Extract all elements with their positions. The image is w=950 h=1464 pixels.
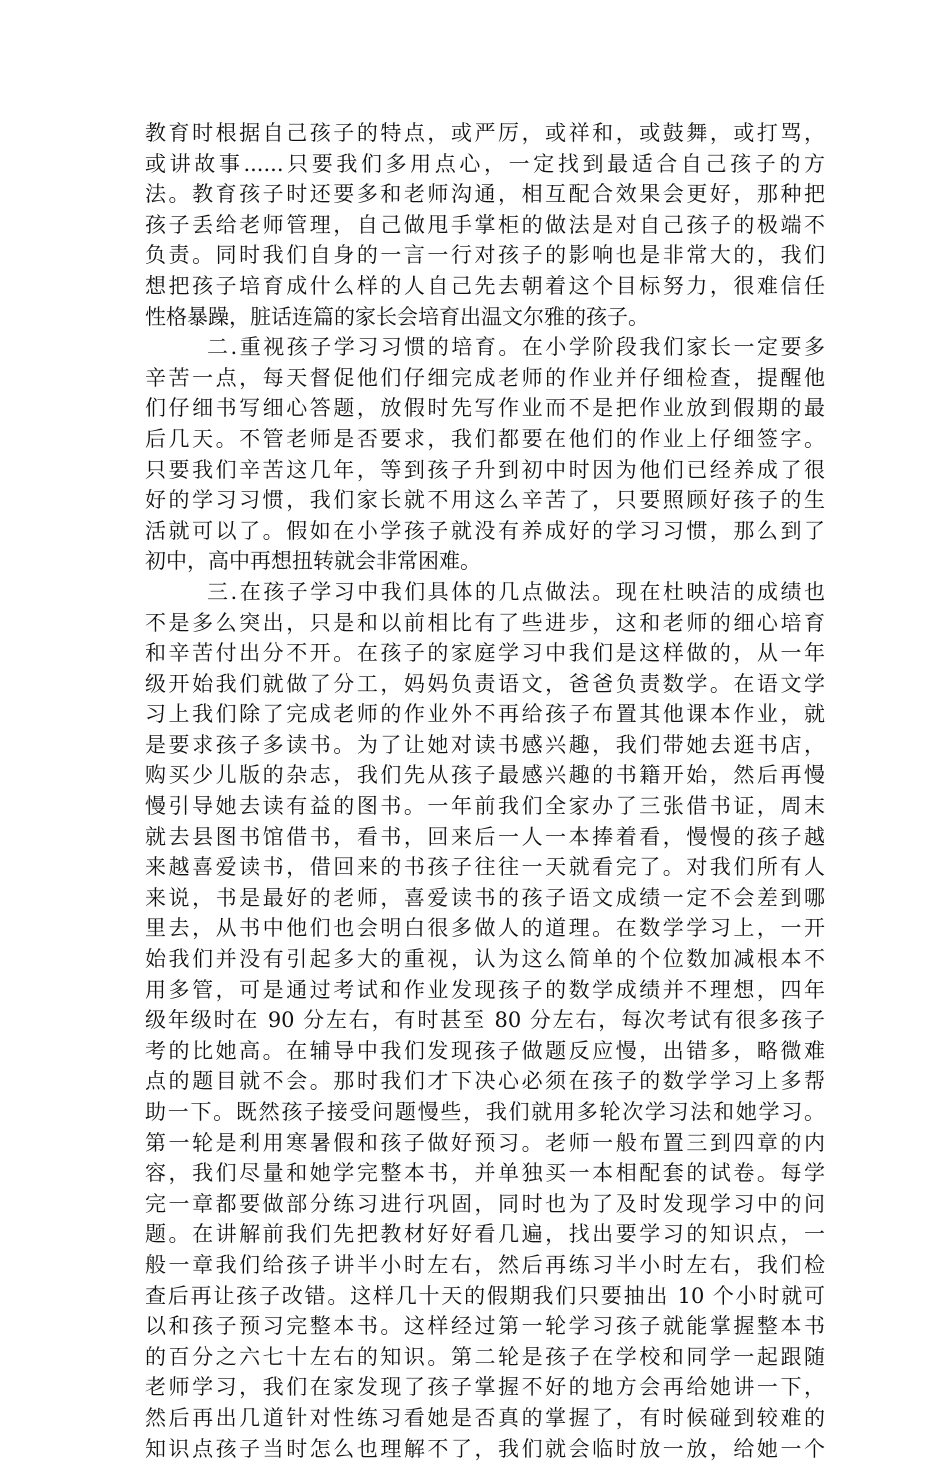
text-line: 般一章我们给孩子讲半小时左右，然后再练习半小时左右，我们检 (145, 1252, 825, 1277)
text-line: 们仔细书写细心答题，放假时先写作业而不是把作业放到假期的最 (145, 396, 825, 421)
text-line: 活就可以了。假如在小学孩子就没有养成好的学习习惯，那么到了 (145, 518, 825, 543)
paragraph-first-line: 二.重视孩子学习习惯的培育。在小学阶段我们家长一定要多 (207, 335, 825, 360)
text-line: 孩子丢给老师管理，自己做甩手掌柜的做法是对自己孩子的极端不 (145, 212, 825, 237)
text-line: 好的学习习惯，我们家长就不用这么辛苦了，只要照顾好孩子的生 (145, 488, 825, 513)
text-line: 和辛苦付出分不开。在孩子的家庭学习中我们是这样做的，从一年 (145, 641, 825, 666)
paragraph-first-line: 三.在孩子学习中我们具体的几点做法。现在杜映洁的成绩也 (207, 579, 825, 604)
text-line: 始我们并没有引起多大的重视，认为这么简单的个位数加减根本不 (145, 947, 825, 972)
text-line: 想把孩子培育成什么样的人自己先去朝着这个目标努力，很难信任 (145, 273, 825, 298)
text-line: 容，我们尽量和她学完整本书，并单独买一本相配套的试卷。每学 (145, 1161, 825, 1186)
text-line: 后几天。不管老师是否要求，我们都要在他们的作业上仔细签字。 (145, 426, 825, 451)
document-body-text (145, 118, 825, 1464)
text-line: 负责。同时我们自身的一言一行对孩子的影响也是非常大的，我们 (145, 243, 825, 268)
text-line: 级开始我们就做了分工，妈妈负责语文，爸爸负责数学。在语文学 (145, 671, 825, 696)
text-line: 考的比她高。在辅导中我们发现孩子做题反应慢，出错多，略微难 (145, 1038, 825, 1063)
text-line: 以和孩子预习完整本书。这样经过第一轮学习孩子就能掌握整本书 (145, 1314, 825, 1339)
text-line: 就去县图书馆借书，看书，回来后一人一本捧着看，慢慢的孩子越 (145, 824, 825, 849)
text-line: 级年级时在 90 分左右，有时甚至 80 分左右，每次考试有很多孩子 (145, 1008, 825, 1033)
text-line: 慢引导她去读有益的图书。一年前我们全家办了三张借书证，周末 (145, 794, 825, 819)
text-line: 点的题目就不会。那时我们才下决心必须在孩子的数学学习上多帮 (145, 1069, 825, 1094)
text-line: 性格暴躁，脏话连篇的家长会培育出温文尔雅的孩子。 (145, 304, 649, 329)
text-line: 里去，从书中他们也会明白很多做人的道理。在数学学习上，一开 (145, 916, 825, 941)
text-line: 知识点孩子当时怎么也理解不了，我们就会临时放一放，给她一个 (145, 1436, 825, 1461)
text-line: 法。教育孩子时还要多和老师沟通，相互配合效果会更好，那种把 (145, 182, 825, 207)
text-line: 习上我们除了完成老师的作业外不再给孩子布置其他课本作业，就 (145, 702, 825, 727)
text-line: 老师学习，我们在家发现了孩子掌握不好的地方会再给她讲一下， (145, 1375, 825, 1400)
text-line: 来越喜爱读书，借回来的书孩子往往一天就看完了。对我们所有人 (145, 855, 825, 880)
text-line: 是要求孩子多读书。为了让她对读书感兴趣，我们带她去逛书店， (145, 732, 825, 757)
text-line: 助一下。既然孩子接受问题慢些，我们就用多轮次学习法和她学习。 (145, 1100, 825, 1124)
text-line: 辛苦一点，每天督促他们仔细完成老师的作业并仔细检查，提醒他 (145, 365, 825, 390)
text-line: 题。在讲解前我们先把教材好好看几遍，找出要学习的知识点，一 (145, 1222, 825, 1247)
text-line: 第一轮是利用寒暑假和孩子做好预习。老师一般布置三到四章的内 (145, 1130, 825, 1155)
text-line: 购买少儿版的杂志，我们先从孩子最感兴趣的书籍开始，然后再慢 (145, 763, 825, 788)
text-line: 教育时根据自己孩子的特点，或严厉，或祥和，或鼓舞，或打骂， (145, 121, 825, 145)
text-line: 用多管，可是通过考试和作业发现孩子的数学成绩并不理想，四年 (145, 977, 825, 1002)
text-line: 只要我们辛苦这几年，等到孩子升到初中时因为他们已经养成了很 (145, 457, 825, 482)
text-line: 不是多么突出，只是和以前相比有了些进步，这和老师的细心培育 (145, 610, 825, 635)
text-line: 初中，高中再想扭转就会非常困难。 (145, 549, 481, 574)
text-line: 完一章都要做部分练习进行巩固，同时也为了及时发现学习中的问 (145, 1191, 825, 1216)
text-line: 的百分之六七十左右的知识。第二轮是孩子在学校和同学一起跟随 (145, 1344, 825, 1369)
text-line: 查后再让孩子改错。这样几十天的假期我们只要抽出 10 个小时就可 (145, 1283, 825, 1308)
text-line: 或讲故事......只要我们多用点心，一定找到最适合自己孩子的方 (145, 151, 825, 176)
text-line: 来说，书是最好的老师，喜爱读书的孩子语文成绩一定不会差到哪 (145, 885, 825, 910)
text-line: 然后再出几道针对性练习看她是否真的掌握了，有时候碰到较难的 (145, 1405, 825, 1430)
